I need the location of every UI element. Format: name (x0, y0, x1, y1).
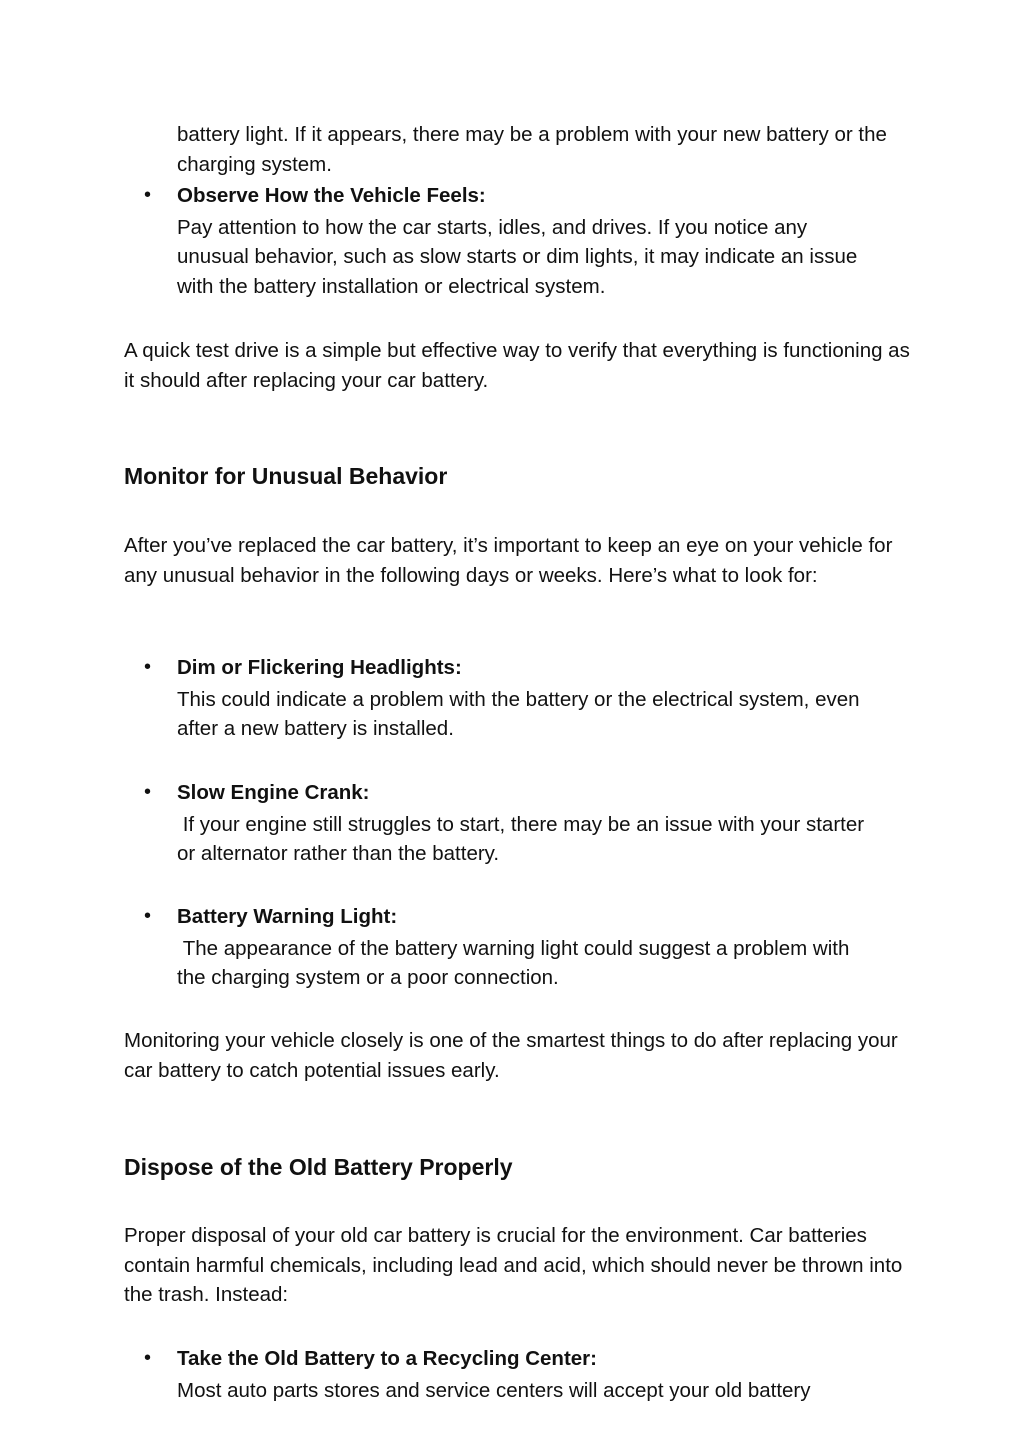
list-item-title: Observe How the Vehicle Feels: (177, 184, 486, 207)
list-item-dim-headlights (124, 653, 914, 744)
list-item-description: If your engine still struggles to start, there may be an issue with your starter or alternator rather than the battery. (177, 812, 870, 865)
list-item-title: Take the Old Battery to a Recycling Center: (177, 1347, 597, 1370)
bullet-icon: • (144, 184, 152, 206)
list-item-title: Slow Engine Crank: (177, 781, 370, 804)
list-item-slow-crank (124, 778, 914, 869)
bullet-icon: • (144, 905, 152, 927)
list-item-title: Dim or Flickering Headlights: (177, 656, 462, 679)
section-summary-monitor: Monitoring your vehicle closely is one of the smartest things to do after replacing your car battery to catch potential issues early. (124, 1029, 898, 1082)
list-item-description: Pay attention to how the car starts, idles, and drives. If you notice any unusual behavior, such as slow starts or dim lights, it may indicate an issue with the battery installation or electrical system. (177, 215, 858, 298)
list-item-description: This could indicate a problem with the battery or the electrical system, even after a new battery is installed. (177, 687, 860, 740)
section-heading-monitor: Monitor for Unusual Behavior (124, 463, 448, 489)
section-heading-dispose: Dispose of the Old Battery Properly (124, 1154, 513, 1180)
list-item-description: The appearance of the battery warning light could suggest a problem with the charging system or a poor connection. (177, 936, 856, 989)
list-item-observe-vehicle (124, 181, 914, 301)
list-item-title: Battery Warning Light: (177, 905, 398, 928)
bullet-icon: • (144, 656, 152, 678)
list-item-recycling-center (124, 1344, 914, 1405)
bullet-icon: • (144, 781, 152, 803)
test-drive-summary: A quick test drive is a simple but effective way to verify that everything is functioning as it should after replacing your car battery. (124, 339, 910, 392)
section-intro-dispose: Proper disposal of your old car battery is crucial for the environment. Car batteries contain harmful chemicals, including lead and acid, which should never be thrown into the trash. Instead: (124, 1224, 903, 1306)
continued-paragraph: battery light. If it appears, there may be a problem with your new battery or the charging system. (177, 123, 887, 176)
bullet-icon: • (144, 1347, 152, 1369)
list-item-warning-light (124, 902, 914, 993)
section-intro-monitor: After you’ve replaced the car battery, it’s important to keep an eye on your vehicle for any unusual behavior in the following days or weeks. Here’s what to look for: (124, 534, 893, 587)
list-item-description: Most auto parts stores and service centers will accept your old battery (177, 1378, 811, 1402)
